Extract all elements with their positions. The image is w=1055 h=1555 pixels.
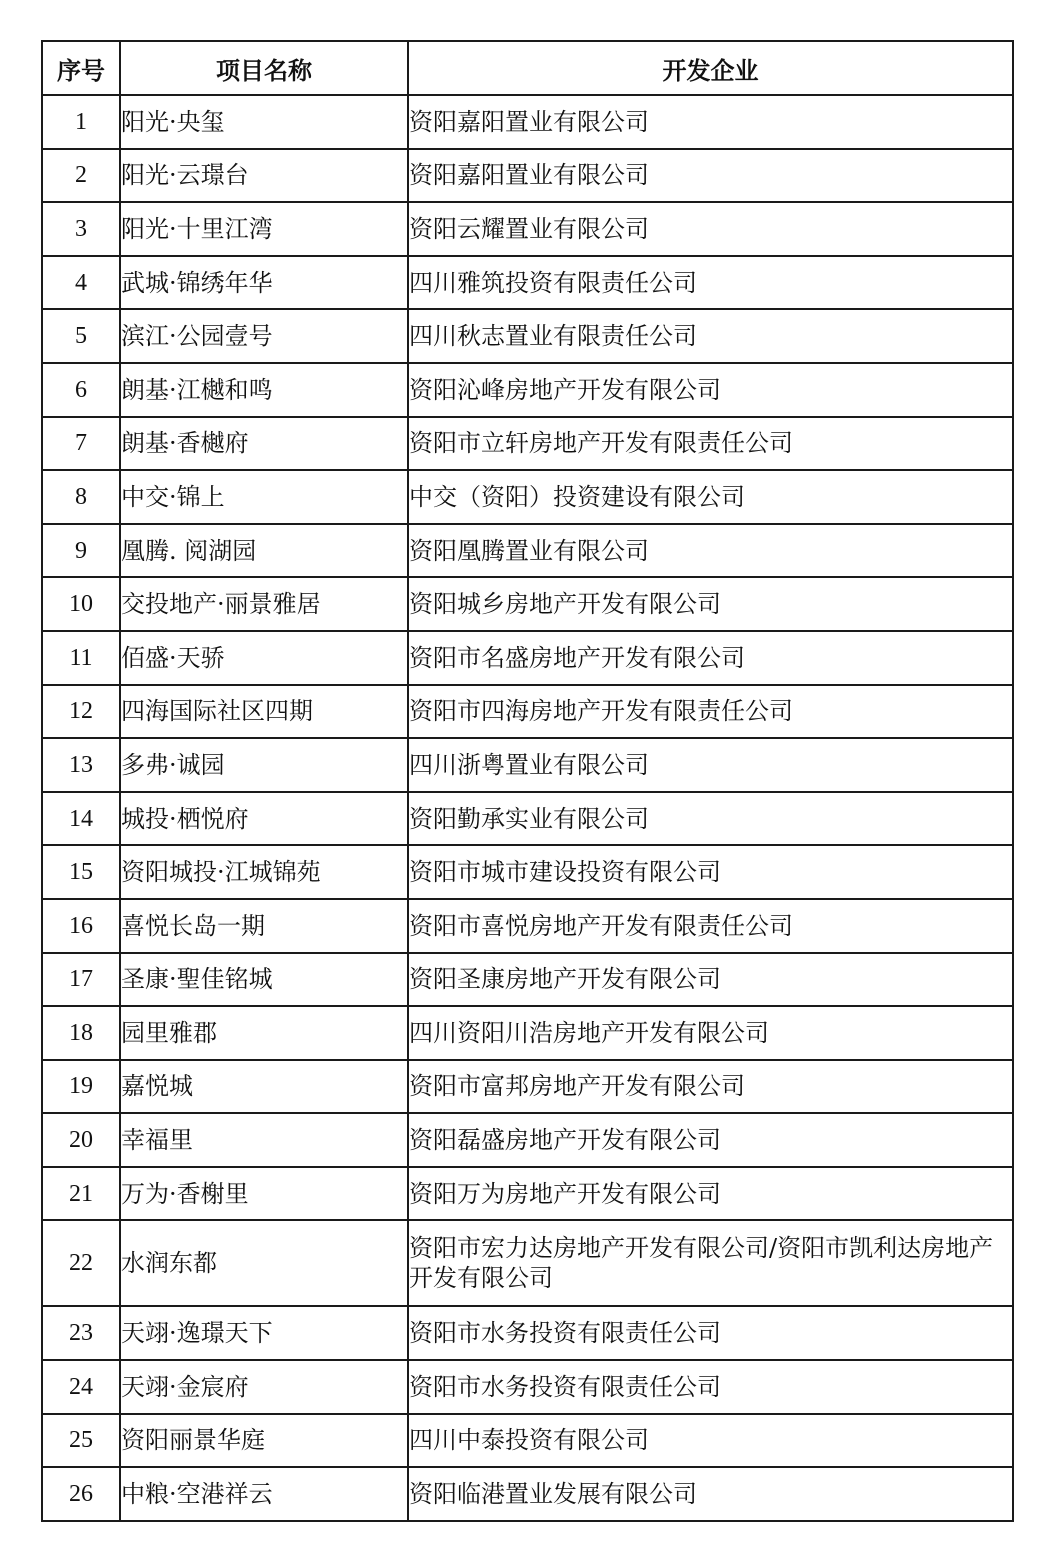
row-developer: 资阳市立轩房地产开发有限责任公司 (408, 417, 1013, 471)
row-index: 8 (42, 470, 120, 524)
row-project-name: 资阳城投·江城锦苑 (120, 845, 408, 899)
row-index: 18 (42, 1006, 120, 1060)
row-developer: 资阳万为房地产开发有限公司 (408, 1167, 1013, 1221)
row-project-name: 滨江·公园壹号 (120, 309, 408, 363)
row-developer: 资阳勤承实业有限公司 (408, 792, 1013, 846)
row-developer: 资阳圣康房地产开发有限公司 (408, 953, 1013, 1007)
row-project-name: 天翊·逸璟天下 (120, 1306, 408, 1360)
row-project-name: 城投·栖悦府 (120, 792, 408, 846)
row-project-name: 天翊·金宸府 (120, 1360, 408, 1414)
table-row (42, 1467, 1013, 1521)
row-index: 21 (42, 1167, 120, 1221)
table-row (42, 1220, 1013, 1306)
row-developer: 资阳市水务投资有限责任公司 (408, 1360, 1013, 1414)
row-project-name: 圣康·聖佳铭城 (120, 953, 408, 1007)
row-developer: 资阳云耀置业有限公司 (408, 202, 1013, 256)
table-row (42, 577, 1013, 631)
table-body (42, 95, 1013, 1521)
row-project-name: 嘉悦城 (120, 1060, 408, 1114)
row-developer: 四川秋志置业有限责任公司 (408, 309, 1013, 363)
row-project-name: 武城·锦绣年华 (120, 256, 408, 310)
row-project-name: 中粮·空港祥云 (120, 1467, 408, 1521)
row-project-name: 朗基·江樾和鸣 (120, 363, 408, 417)
row-index: 16 (42, 899, 120, 953)
row-project-name: 阳光·云璟台 (120, 149, 408, 203)
row-index: 24 (42, 1360, 120, 1414)
table-row (42, 309, 1013, 363)
row-index: 3 (42, 202, 120, 256)
table-row (42, 899, 1013, 953)
table-row (42, 95, 1013, 149)
row-project-name: 喜悦长岛一期 (120, 899, 408, 953)
table-row (42, 1306, 1013, 1360)
table-row (42, 685, 1013, 739)
row-developer: 四川中泰投资有限公司 (408, 1414, 1013, 1468)
table-row (42, 1414, 1013, 1468)
row-developer: 资阳市水务投资有限责任公司 (408, 1306, 1013, 1360)
table-row (42, 470, 1013, 524)
row-index: 6 (42, 363, 120, 417)
row-project-name: 交投地产·丽景雅居 (120, 577, 408, 631)
table-row (42, 631, 1013, 685)
row-project-name: 阳光·十里江湾 (120, 202, 408, 256)
row-developer: 四川资阳川浩房地产开发有限公司 (408, 1006, 1013, 1060)
row-developer: 资阳市富邦房地产开发有限公司 (408, 1060, 1013, 1114)
row-index: 5 (42, 309, 120, 363)
table-row (42, 738, 1013, 792)
table-row (42, 1167, 1013, 1221)
table-row (42, 256, 1013, 310)
row-index: 1 (42, 95, 120, 149)
row-developer: 资阳市宏力达房地产开发有限公司/资阳市凯利达房地产开发有限公司 (408, 1220, 1013, 1306)
row-project-name: 朗基·香樾府 (120, 417, 408, 471)
row-index: 19 (42, 1060, 120, 1114)
row-developer: 四川雅筑投资有限责任公司 (408, 256, 1013, 310)
row-project-name: 凰腾. 阅湖园 (120, 524, 408, 578)
row-index: 2 (42, 149, 120, 203)
row-developer: 资阳市喜悦房地产开发有限责任公司 (408, 899, 1013, 953)
row-developer: 资阳嘉阳置业有限公司 (408, 149, 1013, 203)
row-developer: 资阳磊盛房地产开发有限公司 (408, 1113, 1013, 1167)
row-index: 12 (42, 685, 120, 739)
row-index: 7 (42, 417, 120, 471)
row-project-name: 万为·香榭里 (120, 1167, 408, 1221)
row-index: 23 (42, 1306, 120, 1360)
row-index: 14 (42, 792, 120, 846)
header-project-name: 项目名称 (120, 41, 408, 95)
table-row (42, 417, 1013, 471)
row-project-name: 资阳丽景华庭 (120, 1414, 408, 1468)
row-developer: 资阳城乡房地产开发有限公司 (408, 577, 1013, 631)
row-developer: 资阳市名盛房地产开发有限公司 (408, 631, 1013, 685)
row-developer: 四川浙粤置业有限公司 (408, 738, 1013, 792)
row-index: 25 (42, 1414, 120, 1468)
table-row (42, 202, 1013, 256)
table-row (42, 1060, 1013, 1114)
row-developer: 资阳沁峰房地产开发有限公司 (408, 363, 1013, 417)
row-project-name: 佰盛·天骄 (120, 631, 408, 685)
row-index: 22 (42, 1220, 120, 1306)
row-project-name: 四海国际社区四期 (120, 685, 408, 739)
row-index: 10 (42, 577, 120, 631)
row-index: 11 (42, 631, 120, 685)
row-index: 15 (42, 845, 120, 899)
row-index: 20 (42, 1113, 120, 1167)
table-row (42, 363, 1013, 417)
row-project-name: 水润东都 (120, 1220, 408, 1306)
table-row (42, 953, 1013, 1007)
project-table (41, 40, 1014, 1522)
row-index: 17 (42, 953, 120, 1007)
row-index: 9 (42, 524, 120, 578)
header-index: 序号 (42, 41, 120, 95)
table-header-row (42, 41, 1013, 95)
row-index: 4 (42, 256, 120, 310)
row-developer: 中交（资阳）投资建设有限公司 (408, 470, 1013, 524)
table-row (42, 524, 1013, 578)
row-developer: 资阳市城市建设投资有限公司 (408, 845, 1013, 899)
row-developer: 资阳临港置业发展有限公司 (408, 1467, 1013, 1521)
row-project-name: 多弗·诚园 (120, 738, 408, 792)
table-row (42, 845, 1013, 899)
row-index: 26 (42, 1467, 120, 1521)
row-developer: 资阳市四海房地产开发有限责任公司 (408, 685, 1013, 739)
row-developer: 资阳嘉阳置业有限公司 (408, 95, 1013, 149)
table-row (42, 1360, 1013, 1414)
row-project-name: 园里雅郡 (120, 1006, 408, 1060)
row-index: 13 (42, 738, 120, 792)
table-row (42, 792, 1013, 846)
table-row (42, 149, 1013, 203)
header-developer: 开发企业 (408, 41, 1013, 95)
row-developer: 资阳凰腾置业有限公司 (408, 524, 1013, 578)
row-project-name: 中交·锦上 (120, 470, 408, 524)
row-project-name: 阳光·央玺 (120, 95, 408, 149)
row-project-name: 幸福里 (120, 1113, 408, 1167)
table-row (42, 1113, 1013, 1167)
table-row (42, 1006, 1013, 1060)
